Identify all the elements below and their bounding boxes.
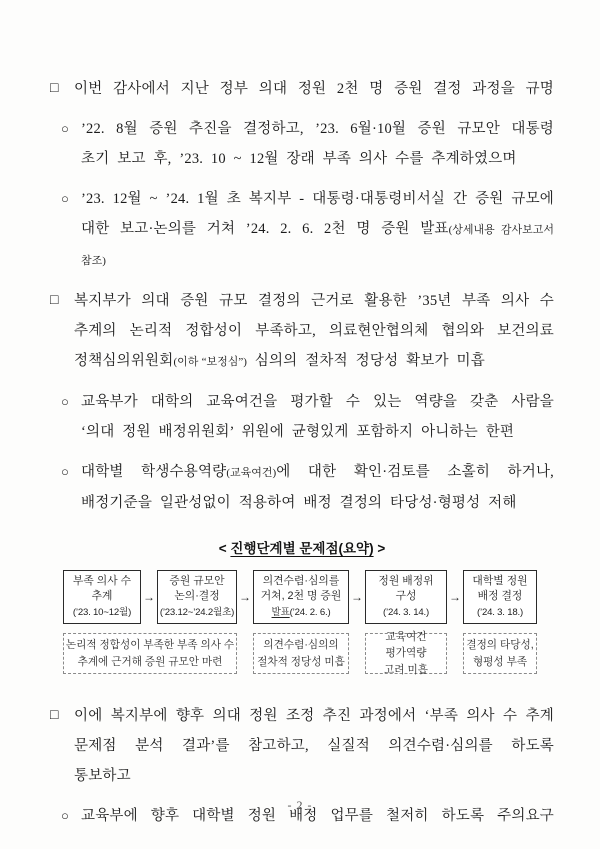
paragraph-1 (50, 74, 554, 104)
flow-step-3 (253, 570, 349, 624)
arrow-right-icon: → (449, 590, 461, 604)
issue-4-line2: 형평성 부족 (472, 655, 528, 668)
paragraph-4-note: (이하 “보정심”) (173, 356, 247, 368)
flow-step-2-line1: 증원 규모안 (169, 574, 225, 587)
circle-bullet-icon: ○ (61, 121, 69, 136)
paragraph-1-text: 이번 감사에서 지난 정부 의대 정원 2천 명 증원 결정 과정을 규명 (74, 81, 554, 97)
issue-2-line2: 절차적 정당성 미흡 (257, 655, 345, 668)
flow-step-1-line2: 추계 (91, 590, 113, 603)
paragraph-4 (50, 286, 554, 377)
summary-flowchart (63, 570, 541, 674)
paragraph-5 (50, 387, 554, 447)
flow-step-4-line1: 정원 배정위 (378, 574, 434, 587)
paragraph-2-text: ’22. 8월 증원 추진을 결정하고, ’23. 6월·10월 증원 규모안 대통령 초기 보고 후, ’23. 10 ~ 12월 장래 부족 의사 수를 추계하였으며 (81, 121, 554, 167)
paragraph-6 (50, 457, 554, 518)
issue-box-3 (365, 630, 447, 676)
arrow-right-icon: → (143, 590, 155, 604)
paragraph-7 (50, 701, 554, 791)
issue-box-4 (463, 633, 537, 674)
flow-step-5-line2: 배정 결정 (477, 590, 523, 603)
square-bullet-icon: □ (50, 708, 59, 723)
paragraph-4-main: 복지부가 의대 증원 규모 결정의 근거로 활용한 ’35년 부족 의사 수 추계의 논리적 정합성이 부족하고, 의료현안협의체 협의와 보건의료 정책심의위원회 (74, 293, 554, 369)
issue-1-line2: 추계에 근거해 증원 규모안 마련 (77, 655, 223, 668)
circle-bullet-icon: ○ (61, 464, 69, 479)
issue-3-line1: 교육여건 평가역량 (385, 630, 427, 660)
flow-step-3-line2: 거쳐, 2천 명 증원 (260, 590, 342, 603)
flow-step-1-date: (’23. 10~12월) (72, 606, 132, 618)
issue-1-line1: 논리적 정합성이 부족한 부족 의사 수 (65, 639, 235, 651)
circle-bullet-icon: ○ (61, 394, 69, 409)
paragraph-3-text (81, 184, 554, 276)
flow-step-5-line1: 대학별 정원 (472, 574, 528, 587)
issue-2-line1: 의견수렴·심의의 (263, 639, 339, 651)
paragraph-3-main: ’23. 12월 ~ ’24. 1월 초 복지부 - 대통령·대통령비서실 간 증원 규모에 대한 보고·논의를 거쳐 ’24. 2. 6. 2천 명 증원 발표 (81, 191, 554, 237)
summary-chart-title (50, 537, 554, 557)
flow-step-1-line1: 부족 의사 수 (72, 574, 132, 587)
paragraph-4-rest: 심의의 절차적 정당성 확보가 미흡 (246, 353, 485, 369)
page-number: - 2 - (287, 798, 313, 812)
flow-step-4 (365, 570, 447, 624)
paragraph-6-main: 대학별 학생수용역량 (81, 464, 227, 480)
flow-step-5 (463, 570, 537, 624)
paragraph-5-text: 교육부가 대학의 교육여건을 평가할 수 있는 역량을 갖춘 사람을 ‘의대 정원 배정위원회’ 위원에 균형있게 포함하지 아니하는 한편 (81, 394, 554, 440)
issue-box-1 (63, 633, 237, 674)
arrow-right-icon: → (239, 590, 251, 604)
paragraph-7-text: 이에 복지부에 향후 의대 정원 조정 추진 과정에서 ‘부족 의사 수 추계 문제점 분석 결과’를 참고하고, 실질적 의견수렴·심의를 하도록 통보하고 (74, 708, 554, 784)
circle-bullet-icon: ○ (61, 191, 69, 206)
paragraph-4-text (74, 286, 554, 377)
flow-step-2-line2: 논의·결정 (174, 590, 220, 603)
arrow-right-icon: → (351, 590, 363, 604)
title-open-bracket: < (218, 541, 231, 556)
flow-step-4-line2: 구성 (395, 590, 417, 603)
flow-step-1 (63, 570, 141, 624)
flow-step-3-date (254, 605, 348, 621)
flow-step-2-date: (’23.12~’24.2월초) (159, 606, 235, 618)
title-close-bracket: > (373, 541, 386, 556)
square-bullet-icon: □ (50, 293, 59, 308)
flow-step-5-date: (’24. 3. 18.) (477, 606, 523, 618)
title-text: 진행단계별 문제점(요약) (230, 541, 374, 556)
flow-step-3-date-text: (’24. 2. 6.) (289, 606, 331, 618)
paragraph-6-rest: 에 대한 확인·검토를 소홀히 하거나, 배정기준을 일관성없이 적용하여 배정 결정의 타당성·형평성 저해 (81, 464, 554, 511)
flow-step-4-date: (’24. 3. 14.) (383, 606, 429, 618)
flow-step-3-announce: 발표 (271, 606, 290, 618)
square-bullet-icon: □ (50, 81, 59, 96)
flow-step-2 (157, 570, 237, 624)
paragraph-6-note: (교육여건) (226, 467, 277, 479)
issue-box-2 (253, 633, 349, 674)
paragraph-2 (50, 114, 554, 174)
paragraph-3 (50, 184, 554, 276)
paragraph-3-note: (상세내용 감사보고서 참조) (81, 224, 555, 267)
issue-4-line1: 결정의 타당성, (466, 639, 534, 651)
paragraph-6-text (81, 457, 554, 518)
issue-3-line2: 고려 미흡 (384, 663, 428, 676)
flow-step-3-line1: 의견수렴·심의를 (262, 574, 340, 587)
paragraph-8-text: 교육부에 향후 대학별 정원 배정 업무를 철저히 하도록 주의요구 (81, 808, 554, 824)
circle-bullet-icon: ○ (61, 808, 69, 823)
